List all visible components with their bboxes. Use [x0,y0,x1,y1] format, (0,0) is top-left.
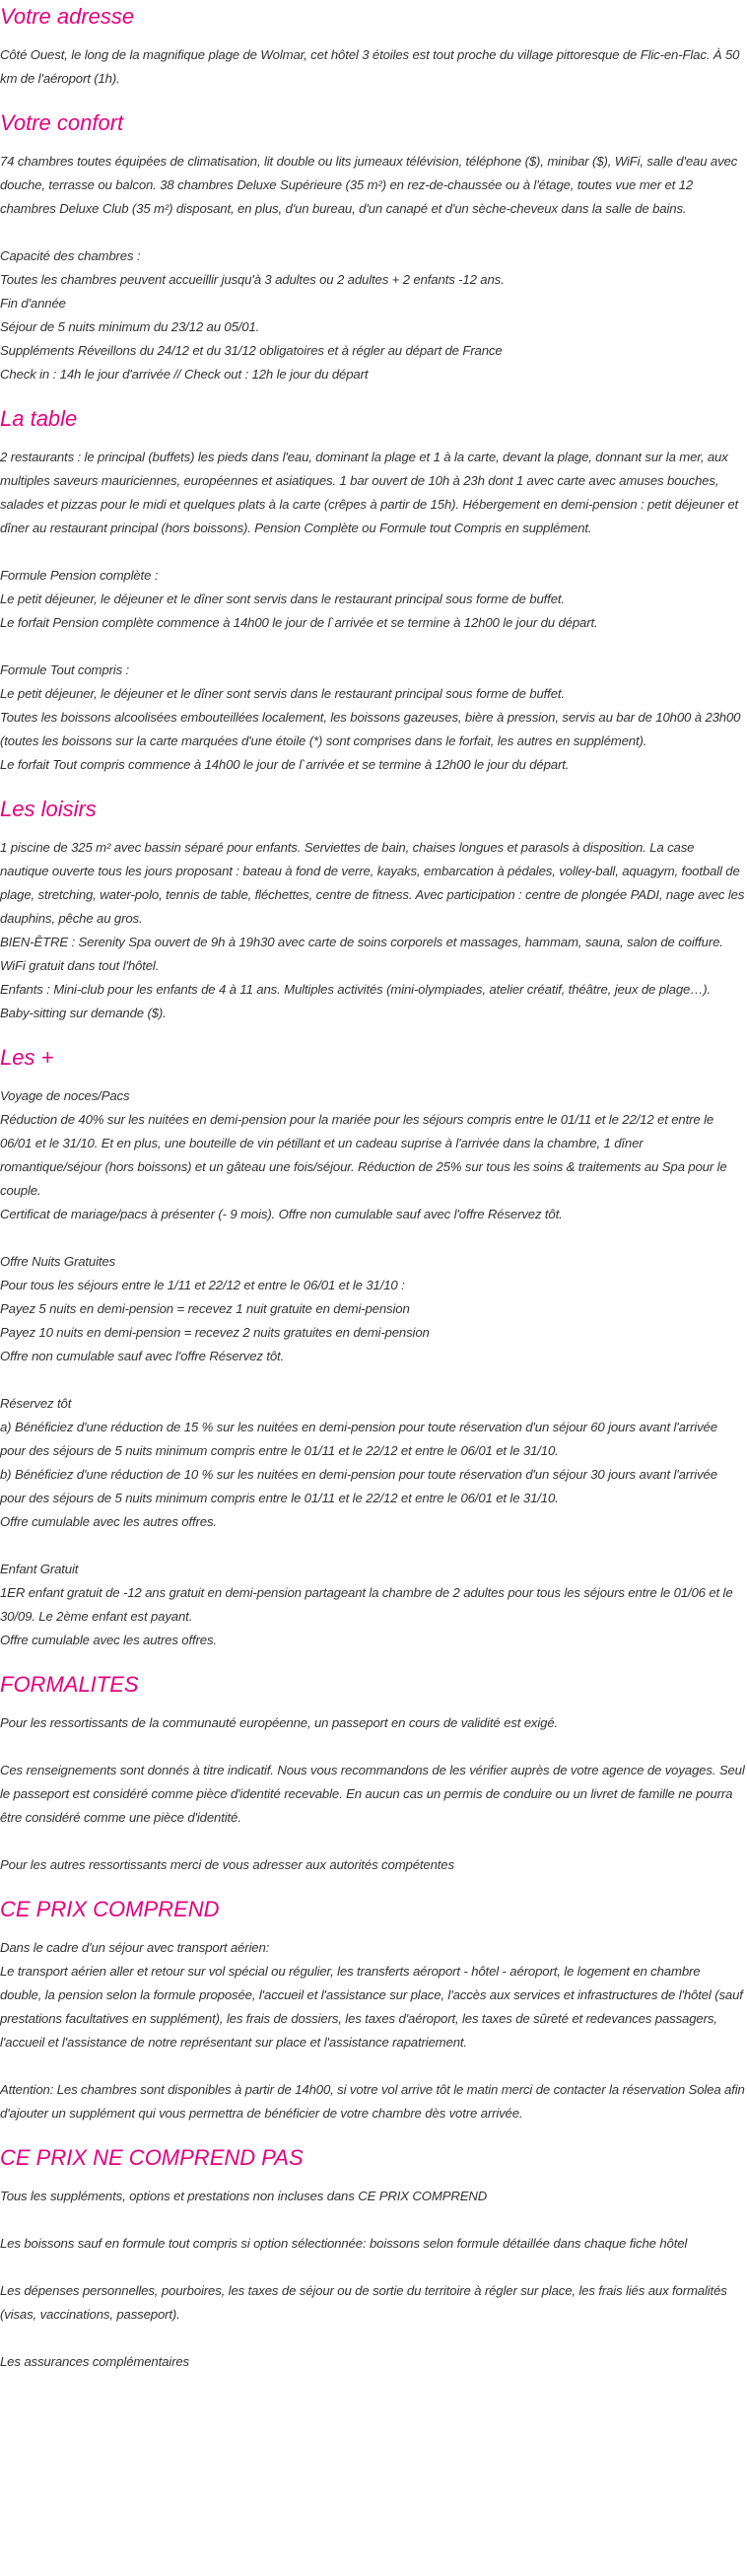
section-paragraph [0,2232,745,2256]
paragraph-line: Capacité des chambres : [0,248,141,263]
paragraph-line: Le petit déjeuner, le déjeuner et le dîner sont servis dans le restaurant principal sous forme de buffet. [0,592,565,606]
section-paragraph [0,244,745,386]
section-paragraph [0,659,745,777]
paragraph-line: Certificat de mariage/pacs à présenter (- 9 mois). Offre non cumulable sauf avec l'offre Réservez tôt. [0,1207,563,1221]
section-paragraph [0,1392,745,1534]
paragraph-line: Côté Ouest, le long de la magnifique plage de Wolmar, cet hôtel 3 étoiles est tout proche du village pittoresque de Flic-en-Flac. À 50 km de l'aéroport (1h). [0,47,740,86]
paragraph-line: 1ER enfant gratuit de -12 ans gratuit en demi-pension partageant la chambre de 2 adultes pour tous les séjours entre le 01/06 et le 30/09. Le 2ème enfant est payant. [0,1585,733,1624]
section-paragraph [0,2279,745,2327]
paragraph-line: Pour les ressortissants de la communauté européenne, un passeport en cours de validité est exigé. [0,1715,559,1730]
paragraph-line: BIEN-ÊTRE : Serenity Spa ouvert de 9h à 19h30 avec carte de soins corporels et massages, hammam, sauna, salon de coiffure. WiFi gratuit dans tout l'hôtel. [0,935,723,973]
paragraph-line: Offre cumulable avec les autres offres. [0,1514,217,1529]
paragraph-line: Réduction de 40% sur les nuitées en demi-pension pour la mariée pour les séjours compris entre le 01/11 et le 22/12 et entre le 06/01 et le 31/10. Et en plus, une bouteille de vin pétillant et un cadeau suprise à l'arrivée dans la chambre, 1 dîner romantique/séjour (hors boissons) et un gâteau une fois/séjour. Réduction de 25% sur tous les soins & traitements au Spa pour le couple. [0,1112,727,1198]
section-formalites [0,1670,745,1877]
paragraph-line: Toutes les boissons alcoolisées embouteillées localement, les boissons gazeuses, bière à pression, servis au bar de 10h00 à 23h00 (toutes les boissons sur la carte marquées d'une étoile (*) sont comprises dans le forfait, les autres en supplément). [0,710,741,748]
paragraph-line: 1 piscine de 325 m² avec bassin séparé pour enfants. Serviettes de bain, chaises longues et parasols à disposition. La case nautique ouverte tous les jours proposant : bateau à fond de verre, kayaks, embarcation à pédales, volley-ball, aquagym, football de plage, stretching, water-polo, tennis de table, fléchettes, centre de fitness. Avec participation : centre de plongée PADI, nage avec les dauphins, pêche au gros. [0,840,745,926]
paragraph-line: Fin d'année [0,296,66,311]
section-paragraph [0,1936,745,2054]
paragraph-line: Suppléments Réveillons du 24/12 et du 31/12 obligatoires et à régler au départ de France [0,343,503,358]
paragraph-line: Check in : 14h le jour d'arrivée // Check out : 12h le jour du départ [0,367,369,382]
paragraph-line: Le forfait Tout compris commence à 14h00 le jour de l`arrivée et se termine à 12h00 le jour du départ. [0,757,570,772]
section-votre-confort [0,108,745,386]
paragraph-line: Séjour de 5 nuits minimum du 23/12 au 05/01. [0,319,260,334]
paragraph-line: Enfants : Mini-club pour les enfants de 4 à 11 ans. Multiples activités (mini-olympiades, atelier créatif, théâtre, jeux de plage…). Baby-sitting sur demande ($). [0,982,712,1020]
paragraph-line: Attention: Les chambres sont disponibles à partir de 14h00, si votre vol arrive tôt le matin merci de contacter la réservation Solea afin d'ajouter un supplément qui vous permettra de bénéficier de votre chambre dès votre arrivée. [0,2082,745,2121]
section-heading: La table [0,406,78,431]
paragraph-line: Le forfait Pension complète commence à 14h00 le jour de l`arrivée et se termine à 12h00 le jour du départ. [0,615,598,630]
section-paragraph [0,1558,745,1652]
paragraph-line: 2 restaurants : le principal (buffets) les pieds dans l'eau, dominant la plage et 1 à la carte, devant la plage, donnant sur la mer, aux multiples saveurs mauriciennes, européennes et asiatiques. 1 bar ouvert de 10h à 23h dont 1 avec carte avec amuses bouches, salades et pizzas pour le midi et quelques plats à la carte (crêpes à partir de 15h). Hébergement en demi-pension : petit déjeuner et dîner au restaurant principal (hors boissons). Pension Complète ou Formule tout Compris en supplément. [0,450,739,535]
section-heading: Votre confort [0,110,124,135]
paragraph-line: Enfant Gratuit [0,1562,79,1576]
section-heading: FORMALITES [0,1672,139,1697]
section-paragraph [0,446,745,540]
paragraph-line: Voyage de noces/Pacs [0,1088,130,1103]
paragraph-line: Les dépenses personnelles, pourboires, les taxes de séjour ou de sortie du territoire à régler sur place, les frais liés aux formalités (visas, vaccinations, passeport). [0,2283,727,2322]
section-heading: CE PRIX NE COMPREND PAS [0,2145,304,2170]
paragraph-line: Payez 10 nuits en demi-pension = recevez 2 nuits gratuites en demi-pension [0,1325,430,1340]
section-paragraph [0,564,745,635]
paragraph-line: b) Bénéficiez d'une réduction de 10 % sur les nuitées en demi-pension pour toute réservation d'un séjour 30 jours avant l'arrivée pour des séjours de 5 nuits minimum compris entre le 01/11 et le 22/12 et entre le 06/01 et le 31/10. [0,1467,717,1505]
paragraph-line: 74 chambres toutes équipées de climatisation, lit double ou lits jumeaux télévision, téléphone ($), minibar ($), WiFi, salle d'eau avec douche, terrasse ou balcon. 38 chambres Deluxe Supérieure (35 m²) en rez-de-chaussée ou à l'étage, toutes vue mer et 12 chambres Deluxe Club (35 m²) disposant, en plus, d'un bureau, d'un canapé et d'un sèche-cheveux dans la salle de bains. [0,154,738,216]
paragraph-line: Toutes les chambres peuvent accueillir jusqu'à 3 adultes ou 2 adultes + 2 enfants -12 ans. [0,272,505,287]
hotel-info-page [0,2,747,2374]
section-heading: Les + [0,1045,54,1070]
section-heading: CE PRIX COMPREND [0,1897,220,1921]
section-heading: Les loisirs [0,797,97,821]
section-la-table [0,404,745,777]
paragraph-line: Réservez tôt [0,1396,72,1411]
paragraph-line: Formule Pension complète : [0,568,159,583]
paragraph-line: Les assurances complémentaires [0,2354,189,2369]
section-paragraph [0,836,745,1025]
section-paragraph [0,1853,745,1877]
section-heading: Votre adresse [0,4,135,29]
paragraph-line: Payez 5 nuits en demi-pension = recevez 1 nuit gratuite en demi-pension [0,1301,410,1316]
paragraph-line: Ces renseignements sont donnés à titre indicatif. Nous vous recommandons de les vérifier auprès de votre agence de voyages. Seul le passeport est considéré comme pièce d'identité recevable. En aucun cas un permis de conduire ou un livret de famille ne pourra être considéré comme une pièce d'identité. [0,1763,745,1825]
section-paragraph [0,1711,745,1735]
section-votre-adresse [0,2,745,91]
paragraph-line: Le transport aérien aller et retour sur vol spécial ou régulier, les transferts aéroport - hôtel - aéroport, le logement en chambre double, la pension selon la formule proposée, l'accueil et l'assistance sur place, l'accès aux services et infrastructures de l'hôtel (sauf prestations facultatives en supplément), les frais de dossiers, les taxes d'aéroport, les taxes de sûreté et redevances passagers, l'accueil et l'assistance de notre représentant sur place et l'assistance rapatriement. [0,1964,743,2050]
paragraph-line: Offre non cumulable sauf avec l'offre Réservez tôt. [0,1349,285,1363]
section-les-plus [0,1043,745,1652]
section-ce-prix-comprend [0,1895,745,2125]
section-paragraph [0,1250,745,1368]
section-paragraph [0,1759,745,1830]
section-paragraph [0,2078,745,2125]
section-les-loisirs [0,795,745,1025]
paragraph-line: Dans le cadre d'un séjour avec transport aérien: [0,1940,270,1955]
paragraph-line: Les boissons sauf en formule tout compris si option sélectionnée: boissons selon formule détaillée dans chaque fiche hôtel [0,2236,688,2251]
paragraph-line: Tous les suppléments, options et prestations non incluses dans CE PRIX COMPREND [0,2189,488,2203]
section-paragraph [0,43,745,91]
paragraph-line: Pour tous les séjours entre le 1/11 et 22/12 et entre le 06/01 et le 31/10 : [0,1278,405,1292]
section-ce-prix-ne-comprend-pas [0,2143,745,2374]
paragraph-line: Pour les autres ressortissants merci de vous adresser aux autorités compétentes [0,1857,454,1872]
section-paragraph [0,1084,745,1226]
paragraph-line: Formule Tout compris : [0,662,130,677]
section-paragraph [0,2350,745,2374]
paragraph-line: Offre cumulable avec les autres offres. [0,1633,217,1647]
section-paragraph [0,2185,745,2208]
paragraph-line: a) Bénéficiez d'une réduction de 15 % sur les nuitées en demi-pension pour toute réservation d'un séjour 60 jours avant l'arrivée pour des séjours de 5 nuits minimum compris entre le 01/11 et le 22/12 et entre le 06/01 et le 31/10. [0,1420,717,1458]
section-paragraph [0,150,745,221]
paragraph-line: Offre Nuits Gratuites [0,1254,116,1269]
paragraph-line: Le petit déjeuner, le déjeuner et le dîner sont servis dans le restaurant principal sous forme de buffet. [0,686,565,701]
